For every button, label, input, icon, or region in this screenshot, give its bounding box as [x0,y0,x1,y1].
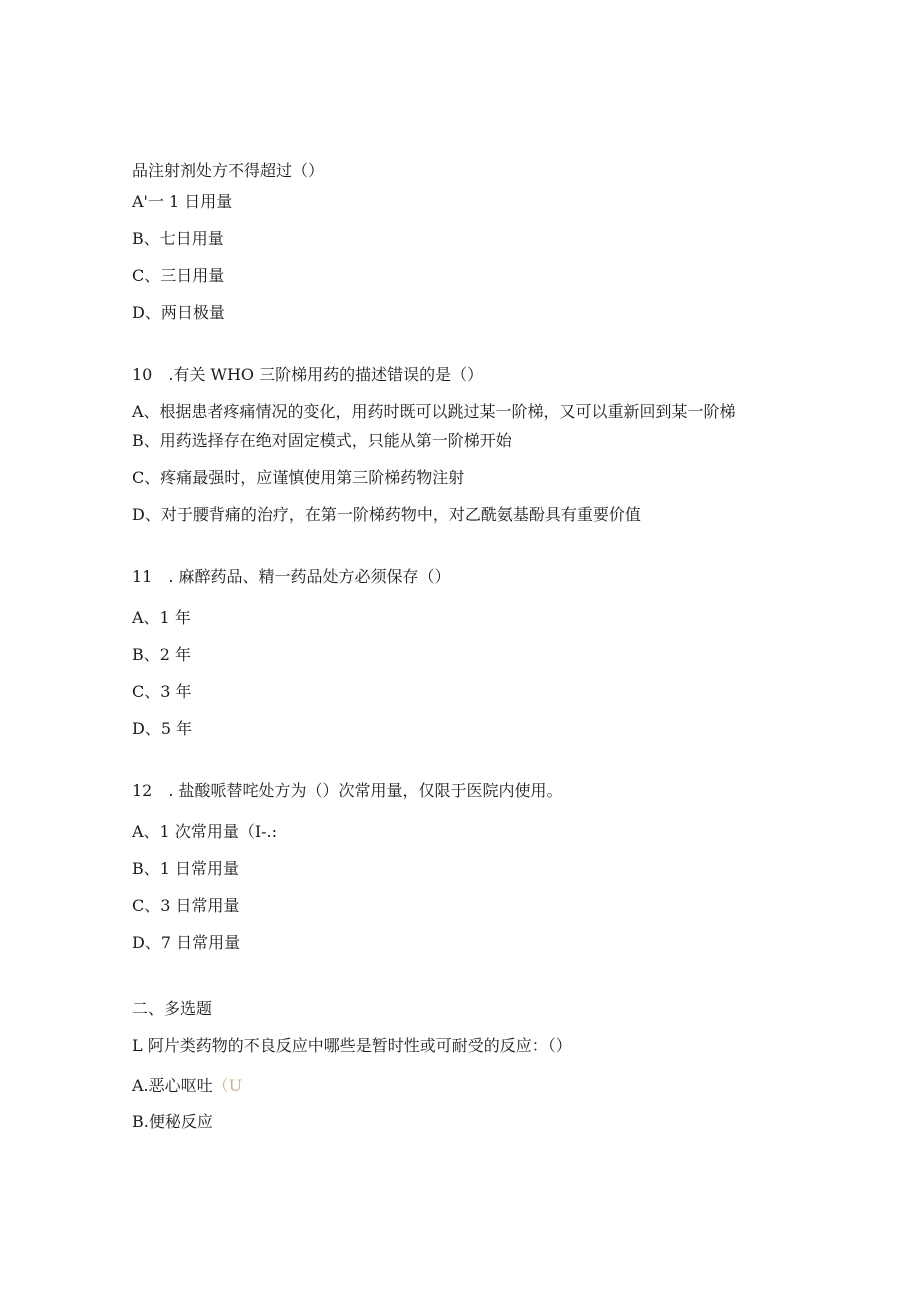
multi-question-1-option-b: B.便秘反应 [132,1112,213,1131]
question-10-option-d: D、对于腰背痛的治疗，在第一阶梯药物中，对乙酰氨基酚具有重要价值 [132,505,641,524]
question-12-option-d: D、7 日常用量 [132,933,241,952]
question-11-option-d: D、5 年 [132,719,193,738]
question-12-option-c: C、3 日常用量 [132,896,240,915]
section-heading: 二、多选题 [132,999,213,1018]
question-11-option-b: B、2 年 [132,645,192,664]
question-9-option-d: D、两日极量 [132,303,225,322]
question-12-stem: 12 . 盐酸哌替咤处方为（）次常用量，仅限于医院内使用。 [132,781,563,800]
option-a-mark: （U [212,1076,243,1095]
question-9-stem: 品注射剂处方不得超过（） [132,161,325,180]
question-10-option-c: C、疼痛最强时，应谨慎使用第三阶梯药物注射 [132,468,465,487]
multi-question-1-stem: L 阿片类药物的不良反应中哪些是暂时性或可耐受的反应：（） [132,1036,572,1055]
question-9-option-c: C、三日用量 [132,266,225,285]
question-10-option-b: B、用药选择存在绝对固定模式，只能从第一阶梯开始 [132,431,512,450]
question-12-option-a: A、1 次常用量（I-.: [132,822,278,841]
question-11-stem: 11 . 麻醉药品、精一药品处方必须保存（） [132,567,451,586]
question-11-option-a: A、1 年 [132,608,191,627]
question-10-option-a: A、根据患者疼痛情况的变化，用药时既可以跳过某一阶梯，又可以重新回到某一阶梯 [132,402,736,421]
question-10-stem: 10 .有关 WHO 三阶梯用药的描述错误的是（） [132,365,484,384]
question-9-option-a: A'一 1 日用量 [132,192,233,211]
question-12-option-b: B、1 日常用量 [132,859,240,878]
multi-question-1-option-a [132,1075,242,1097]
question-9-option-b: B、七日用量 [132,229,224,248]
question-11-option-c: C、3 年 [132,682,192,701]
option-a-text: A.恶心呕吐 [132,1076,213,1095]
